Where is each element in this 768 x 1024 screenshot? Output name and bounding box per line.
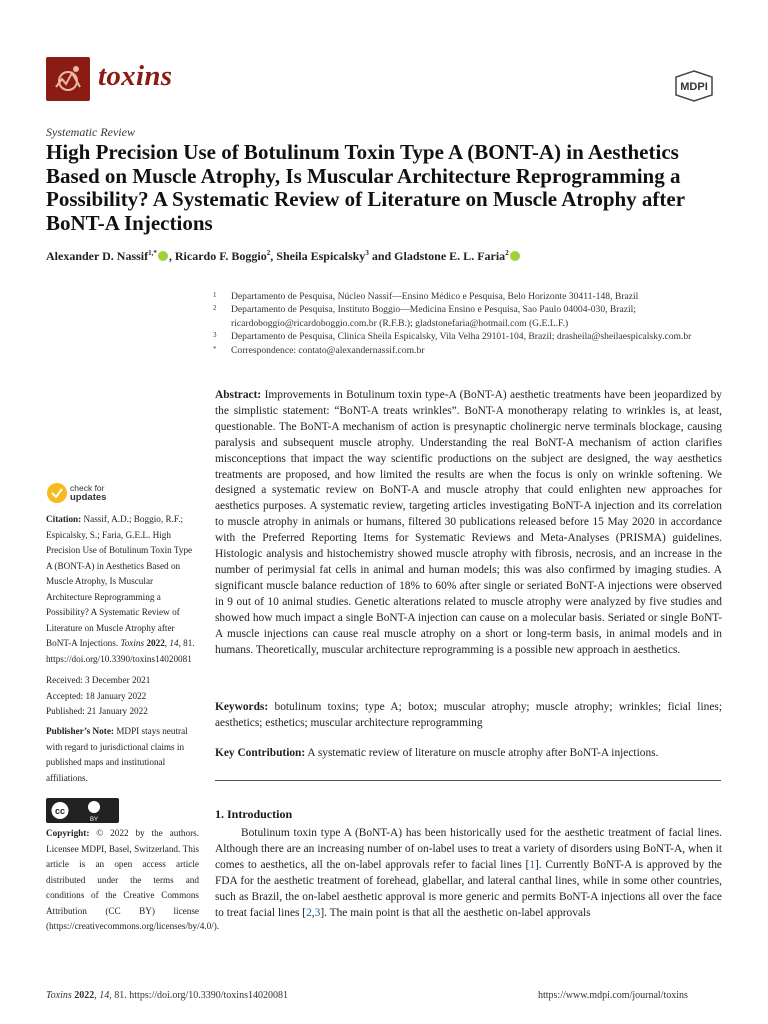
affiliation-text: Departamento de Pesquisa, Clinica Sheila Espicalsky, Vila Velha 29101-104, Brazil; drasheila@sheilaespicalsky.com.br (231, 331, 692, 343)
copyright-label: Copyright: (46, 828, 90, 838)
publisher-note (46, 724, 199, 786)
affiliation-item (213, 290, 733, 303)
correspondence-text: Correspondence: contato@alexandernassif.com.br (231, 344, 425, 356)
page-title: High Precision Use of Botulinum Toxin Type A (BONT-A) in Aesthetics Based on Muscle Atrophy, Is Muscular Architecture Reprogramming a Possibility? A Systematic Review of Literature on Muscle Atrophy after BoNT-A Injections (46, 140, 685, 235)
text-run: Botulinum toxin type A (BoNT-A) has been historically used for the aesthetic treatment of facial lines. Although there are an increasing number of on-label uses to treat a variety of disorders using BoNT-A, when it comes to aesthetics, all the on-label approvals refer to facial lines [ (215, 827, 722, 871)
received-date: Received: 3 December 2021 (46, 675, 151, 685)
author-separator: and (368, 249, 395, 263)
text-run: , (311, 906, 315, 919)
affiliation-item (213, 303, 733, 330)
updates-line: updates (70, 492, 107, 503)
author-sup: 3 (365, 249, 369, 257)
affiliation-number: * (213, 344, 217, 353)
publisher-note-text: MDPI stays neutral with regard to jurisdictional claims in published maps and institutional affiliations. (46, 726, 188, 783)
cc-by-license-icon[interactable] (46, 798, 119, 823)
author-sup: 2 (266, 249, 271, 257)
keywords-text: botulinum toxins; type A; botox; muscular atrophy; muscle atrophy; wrinkles; ficial lines; aesthetics; esthetics; muscular architecture reprogramming (215, 701, 722, 729)
author-name[interactable]: Alexander D. Nassif (46, 249, 149, 263)
footer-journal-url[interactable]: https://www.mdpi.com/journal/toxins (538, 990, 688, 1001)
citation-link[interactable]: 2 (306, 906, 312, 919)
footer-journal: Toxins (46, 990, 72, 1001)
key-contribution-text: A systematic review of literature on muscle atrophy after BoNT-A injections. (307, 747, 659, 759)
publisher-note-label: Publisher’s Note: (46, 726, 114, 736)
article-type: Systematic Review (46, 125, 135, 139)
author-name[interactable]: Gladstone E. L. Faria (394, 249, 506, 263)
affiliation-text: Departamento de Pesquisa, Núcleo Nassif—Ensino Médico e Pesquisa, Belo Horizonte 30411-148, Brazil (231, 291, 639, 302)
copyright-block (46, 826, 220, 935)
citation-journal: Toxins (120, 638, 145, 648)
mdpi-logo (668, 70, 720, 107)
author-name[interactable]: Ricardo F. Boggio (174, 249, 267, 263)
abstract-label: Abstract: (215, 389, 262, 401)
copyright-text: © 2022 by the authors. Licensee MDPI, Basel, Switzerland. This article is an open access article distributed under the terms and conditions of the Creative Commons Attribution (CC BY) license (https://creativecommons.org/licenses/by/4.0/). (46, 828, 220, 931)
citation-label: Citation: (46, 514, 82, 524)
check-for-updates-icon[interactable] (47, 483, 67, 503)
citation-volume: 14 (169, 638, 179, 648)
affiliations (213, 290, 733, 357)
svg-text:cc: cc (54, 806, 66, 816)
keywords-label: Keywords: (215, 701, 269, 713)
keywords (215, 700, 722, 732)
updates-line: check for (70, 483, 105, 493)
footer-volume: 14 (99, 990, 110, 1001)
orcid-icon[interactable] (158, 251, 168, 261)
svg-text:BY: BY (89, 817, 99, 823)
affiliation-item (213, 330, 733, 343)
author-separator: , (168, 249, 175, 263)
journal-logo-icon (46, 57, 90, 101)
citation-link[interactable]: 1 (529, 858, 536, 871)
key-contribution-label: Key Contribution: (215, 747, 306, 759)
text-run: ]. The main point is that all the aesthetic on-label approvals (320, 906, 591, 919)
text-run: ]. Currently BoNT-A is approved by the FDA for the aesthetic treatment of forehead, glabellar, and lateral canthal lines, while in some other countries, such as Brazil, the on-label aesthetic approval is more generic and permits BoNT-A injections all over the face to treat facial lines [ (215, 858, 722, 919)
affiliation-number: 2 (213, 304, 217, 313)
abstract (215, 388, 722, 658)
svg-text:MDPI: MDPI (680, 81, 708, 93)
affiliation-number: 3 (213, 331, 217, 340)
citation-year: 2022 (146, 638, 165, 648)
citation-block: Citation: Nassif, A.D.; Boggio, R.F.; Espicalsky, S.; Faria, G.E.L. High Precision Use of Botulinum Toxin Type A (BONT-A) in Aesthetics Based on Muscle Atrophy, Is Muscular Architecture Reprogramming a Possibility? A Systematic Review of Literature on Muscle Atrophy after BoNT-A Injections. Toxins 2022, 14, 81. https://doi.org/10.3390/toxins14020081 (46, 514, 195, 664)
abstract-text: Improvements in Botulinum toxin type-A (BoNT-A) aesthetic treatments have been jeopardized by the simplistic statement: “BoNT-A treats wrinkles”. BoNT-A monotherapy relating to wrinkles is, at least, questionable. The BoNT-A mechanism of action is presynaptic cholinergic nerve terminals blockage, causing paralysis and subsequent muscle atrophy. Understanding the real BoNT-A mechanism of action clarifies misconceptions that impact the way scientific productions on the subject are designed, the way aesthetics treatments are proposed, and how limited the results are when the focus is only on wrinkle softening. We designed a systematic review on BoNT-A and muscle atrophy that could enlighten new approaches for aesthetics purposes. A systematic review, targeting articles investigating BoNT-A injection and its correlation to muscle atrophy in animals or humans, filtered 30 publications released before 15 May 2020 in accordance with the Preferred Reporting Items for Systematic Reviews and Meta-Analyses (PRISMA) guidelines. Histologic analysis and histochemistry showed muscle atrophy with fibrosis, necrosis, and an increase in the number of perimysial fat cells in animal and human models; this was also confirmed by imaging studies. A significant muscle balance reduction of 18% to 60% after single or seriated BoNT-A injections were observed in 9 out of 10 animal studies. Genetic alterations related to muscle atrophy were analyzed by five studies and showed how much impact a single BoNT-A injection can cause on a molecular basis. Seriated or single BoNT-A muscle injections can cause real muscle atrophy on a short or long-term basis, in animal models and in humans. Theoretically, muscular architecture reprogramming is a possible new approach in aesthetics. (215, 389, 722, 656)
check-for-updates-link[interactable] (70, 484, 106, 502)
author-name[interactable]: Sheila Espicalsky (276, 249, 366, 263)
footer-doi[interactable]: , 81. https://doi.org/10.3390/toxins14020081 (109, 990, 288, 1001)
author-sup: 2 (505, 249, 509, 257)
author-sup: 1,* (148, 249, 157, 257)
affiliation-item (213, 344, 733, 357)
orcid-icon[interactable] (510, 251, 520, 261)
citation-link[interactable]: 3 (314, 906, 321, 919)
paragraph (215, 826, 722, 921)
key-contribution (215, 746, 722, 762)
author-separator: , (270, 249, 277, 263)
footer-year: 2022 (74, 990, 95, 1001)
citation-doi[interactable]: , 81. https://doi.org/10.3390/toxins14020081 (46, 638, 195, 664)
divider (215, 780, 721, 781)
journal-name: toxins (98, 60, 173, 92)
affiliation-text: Departamento de Pesquisa, Instituto Boggio—Medicina Ensino e Pesquisa, Sao Paulo 04004-030, Brazil; ricardoboggio@ricardoboggio.com.br (R.F.B.); gladstonefaria@hotmail.com (G.E.L.F.) (231, 304, 637, 329)
citation-text: Nassif, A.D.; Boggio, R.F.; Espicalsky, S.; Faria, G.E.L. High Precision Use of Botulinum Toxin Type A (BONT-A) in Aesthetics Based on Muscle Atrophy, Is Muscular Architecture Reprogramming a Possibility? A Systematic Review of Literature on Muscle Atrophy after BoNT-A Injections. (46, 514, 193, 648)
published-date: Published: 21 January 2022 (46, 706, 148, 716)
dates-block (46, 673, 199, 720)
footer-citation: Toxins 2022, 14, 81. https://doi.org/10.3390/toxins14020081 (46, 990, 288, 1001)
accepted-date: Accepted: 18 January 2022 (46, 690, 147, 701)
author-list (46, 249, 521, 264)
section-heading: 1. Introduction (215, 807, 293, 821)
affiliation-number: 1 (213, 291, 217, 299)
introduction-text (215, 826, 722, 921)
